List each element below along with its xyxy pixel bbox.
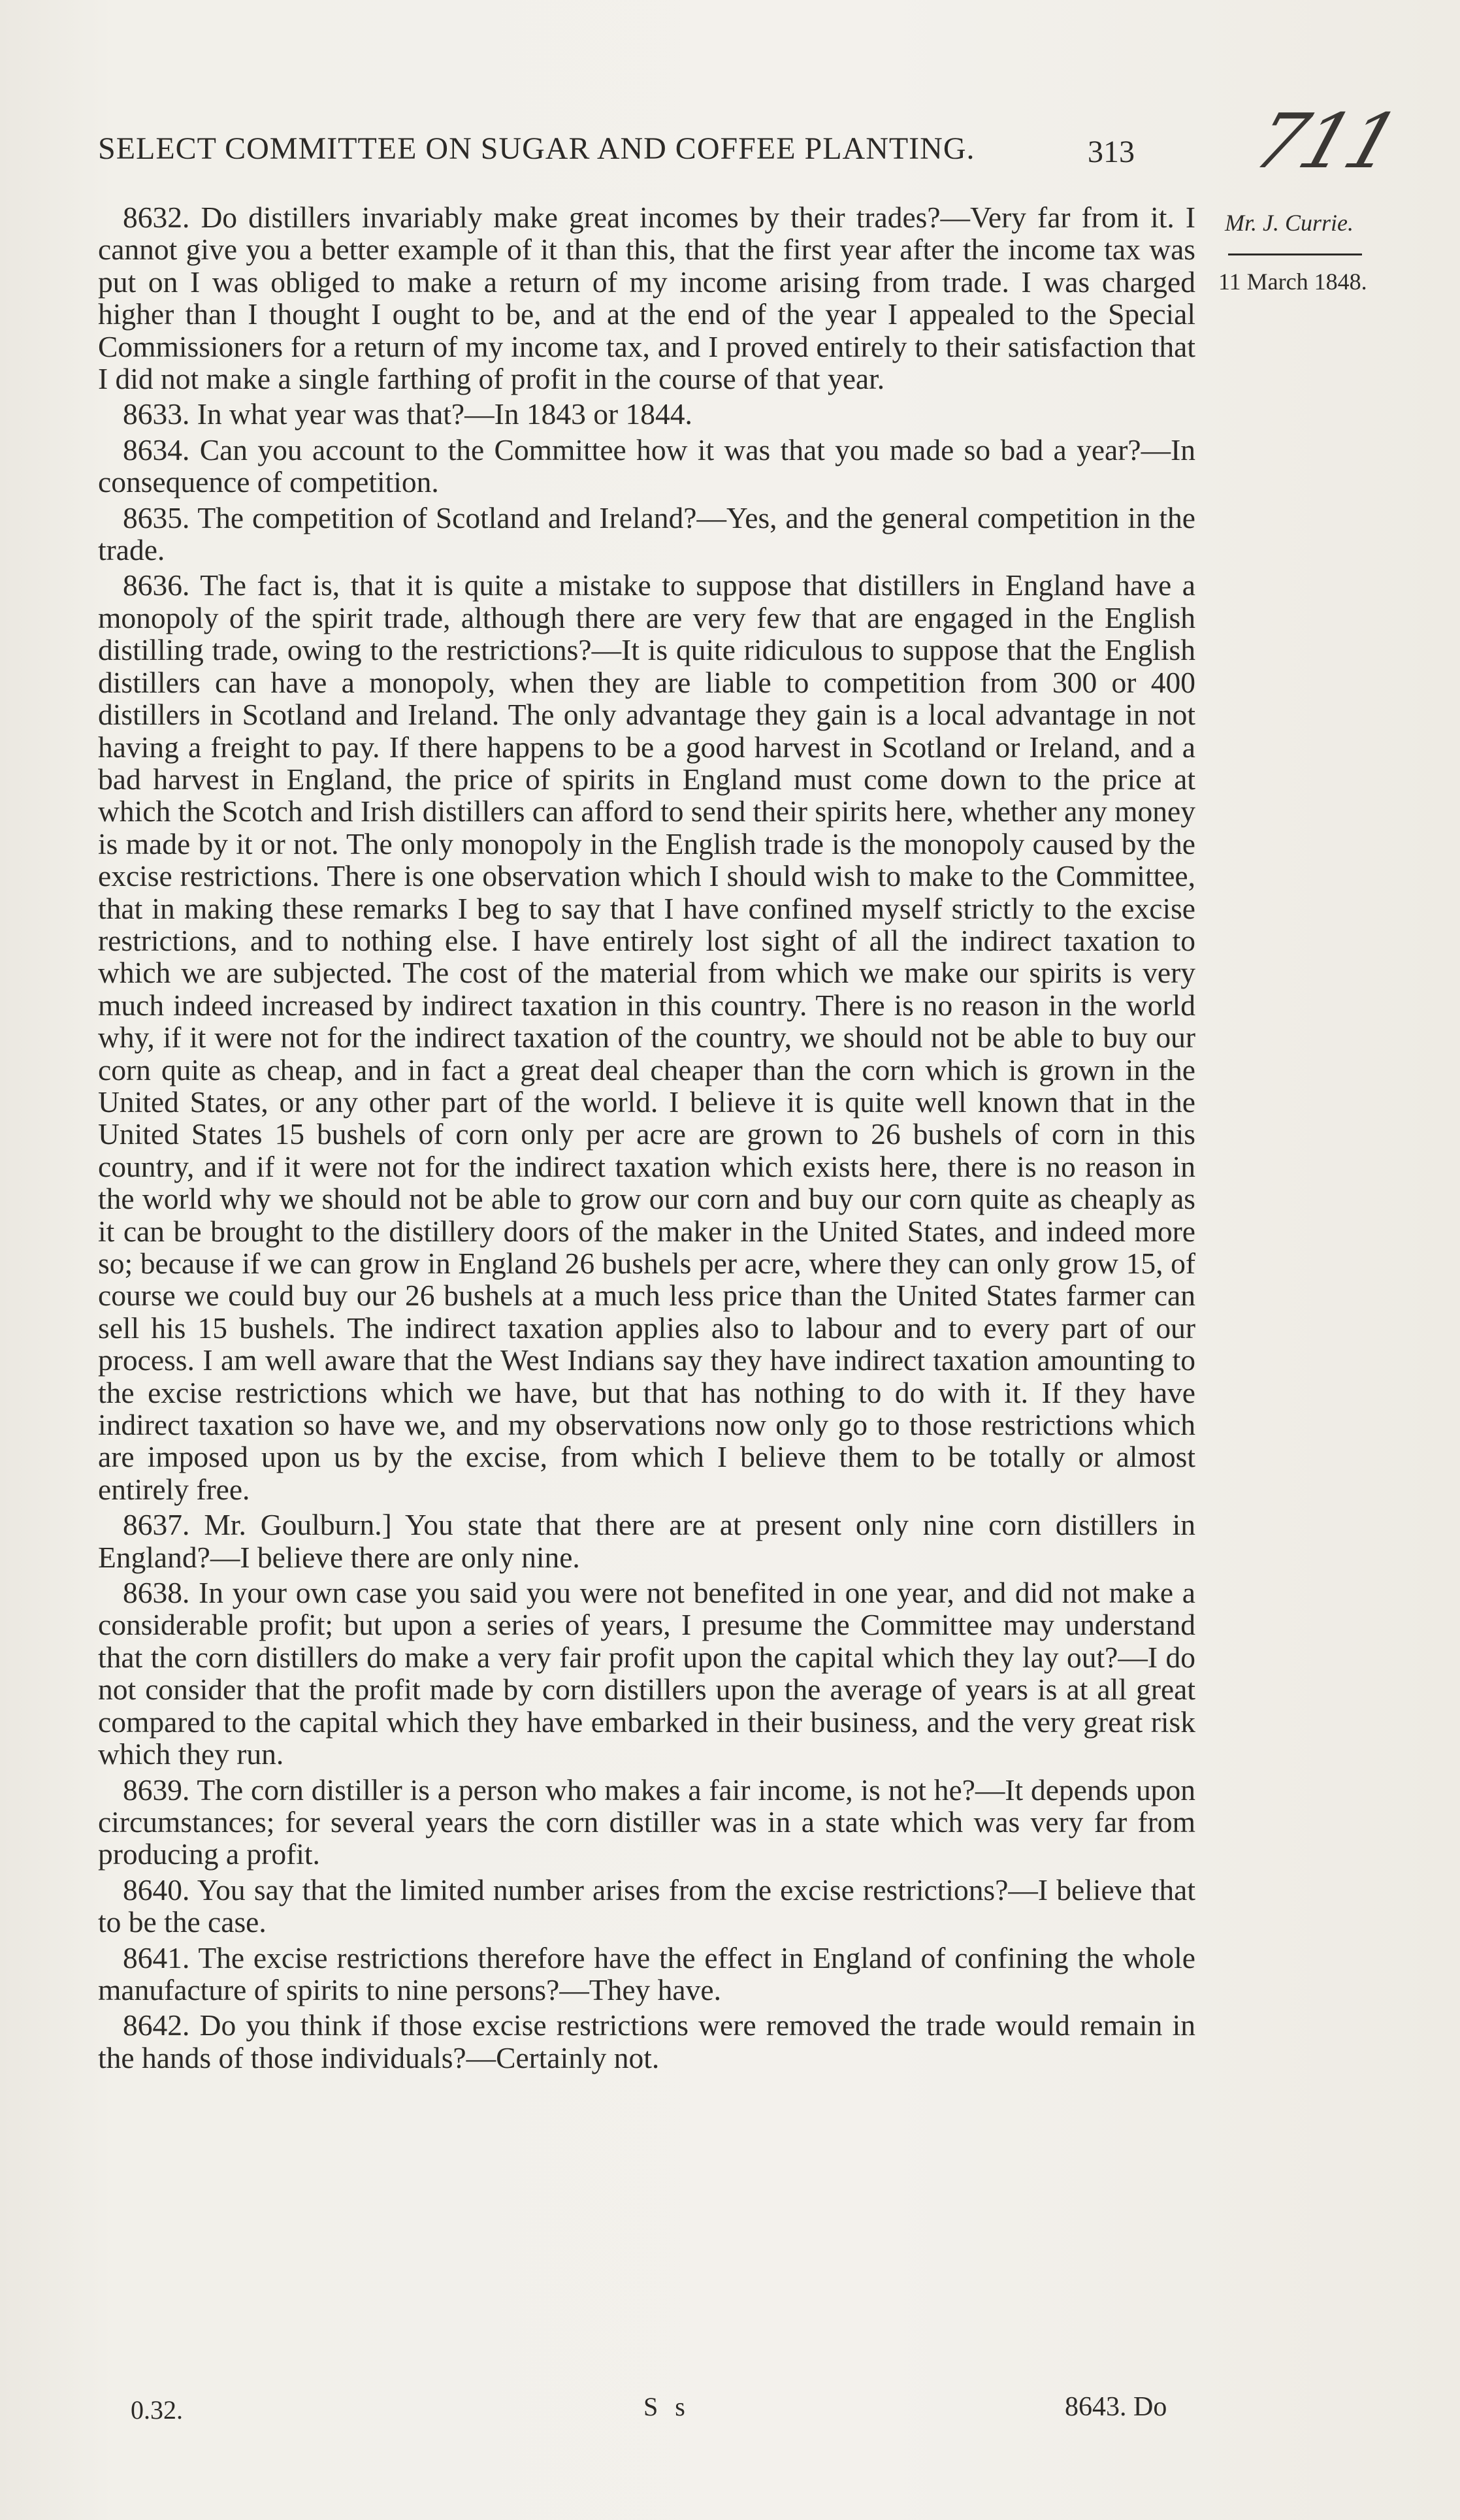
running-title: SELECT COMMITTEE ON SUGAR AND COFFEE PLANTING.: [98, 131, 975, 166]
paragraph-8635: 8635. The competition of Scotland and Ireland?—Yes, and the general competition in the trade.: [98, 500, 1195, 567]
paragraph-8640: 8640. You say that the limited number arises from the excise restrictions?—I believe that to be the case.: [98, 1873, 1195, 1939]
footer-signature-mark: S s: [643, 2392, 690, 2421]
paragraph-8637: 8637. Mr. Goulburn.] You state that there are at present only nine corn distillers in England?—I believe there are only nine.: [98, 1508, 1195, 1574]
paragraph-8642: 8642. Do you think if those excise restrictions were removed the trade would remain in the hands of those individuals?—Certainly not.: [98, 2008, 1195, 2074]
page-number: 313: [1088, 135, 1135, 169]
witness-name-text: Mr. J. Currie.: [1225, 210, 1354, 236]
margin-witness-name: [1225, 209, 1354, 237]
paragraph-8632: 8632. Do distillers invariably make great incomes by their trades?—Very far from it. I cannot give you a better example of it than this, that the first year after the income tax was put on I was obliged to make a return of my income arising from trade. I was charged higher than I thought I ought to be, and at the end of the year I appealed to the Special Commissioners for a return of my income tax, and I proved entirely to their satisfaction that I did not make a single farthing of profit in the course of that year.: [98, 201, 1195, 396]
paragraph-8636: 8636. The fact is, that it is quite a mistake to suppose that distillers in England have a monopoly of the spirit trade, although there are very few that are engaged in the English distilling trade, owing to the restrictions?—It is quite ridiculous to suppose that the English distillers can have a monopoly, when they are liable to competition from 300 or 400 distillers in Scotland and Ireland. The only advantage they gain is a local advantage in not having a freight to pay. If there happens to be a good harvest in Scotland or Ireland, and a bad harvest in England, the price of spirits in England must come down to the price at which the Scotch and Irish distillers can afford to send their spirits here, whether any money is made by it or not. The only monopoly in the English trade is the monopoly caused by the excise restrictions. There is one observation which I should wish to make to the Committee, that in making these remarks I beg to say that I have confined myself strictly to the excise restrictions, and to nothing else. I have entirely lost sight of all the indirect taxation to which we are subjected. The cost of the material from which we make our spirits is very much indeed increased by indirect taxation in this country. There is no reason in the world why, if it were not for the indirect taxation of the country, we should not be able to buy our corn quite as cheap, and in fact a great deal cheaper than the corn which is grown in the United States, or any other part of the world. I believe it is quite well known that in the United States 15 bushels of corn only per acre are grown to 26 bushels of corn in this country, and if it were not for the indirect taxation which exists here, there is no reason in the world why we should not be able to grow our corn and buy our corn quite as cheaply as it can be brought to the distillery doors of the maker in the United States, and indeed more so; because if we can grow in England 26 bushels per acre, where they can only grow 15, of course we could buy our 26 bushels at a much less price than the United States farmer can sell his 15 bushels. The indirect taxation applies also to labour and to every part of our process. I am well aware that the West Indians say they have indirect taxation amounting to the excise restrictions which we have, but that has nothing to do with it. If they have indirect taxation so have we, and my observations now only go to those restrictions which are imposed upon us by the excise, from which I believe them to be totally or almost entirely free.: [98, 568, 1195, 1506]
paragraph-8634: 8634. Can you account to the Committee how it was that you made so bad a year?—In consequence of competition.: [98, 433, 1195, 499]
margin-rule: [1228, 254, 1362, 255]
handwritten-folio-number: 711: [1243, 98, 1408, 186]
paragraph-8641: 8641. The excise restrictions therefore have the effect in England of confining the whole manufacture of spirits to nine persons?—They have.: [98, 1940, 1195, 2006]
body-text: [98, 201, 1195, 2077]
footer-sheet-number: 0.32.: [131, 2395, 183, 2425]
paragraph-8638: 8638. In your own case you said you were not benefited in one year, and did not make a considerable profit; but upon a series of years, I presume the Committee may understand that the corn distillers do make a very fair profit upon the capital which they lay out?—I do not consider that the profit made by corn distillers upon the average of years is at all great compared to the capital which they have embarked in their business, and the very great risk which they run.: [98, 1576, 1195, 1771]
paragraph-8633: 8633. In what year was that?—In 1843 or 1844.: [123, 397, 692, 431]
paragraph-8639: 8639. The corn distiller is a person who makes a fair income, is not he?—It depends upon circumstances; for several years the corn distiller was in a state which was very far from producing a profit.: [98, 1773, 1195, 1871]
margin-date: 11 March 1848.: [1218, 269, 1367, 295]
footer-catchword: 8643. Do: [1065, 2392, 1167, 2422]
